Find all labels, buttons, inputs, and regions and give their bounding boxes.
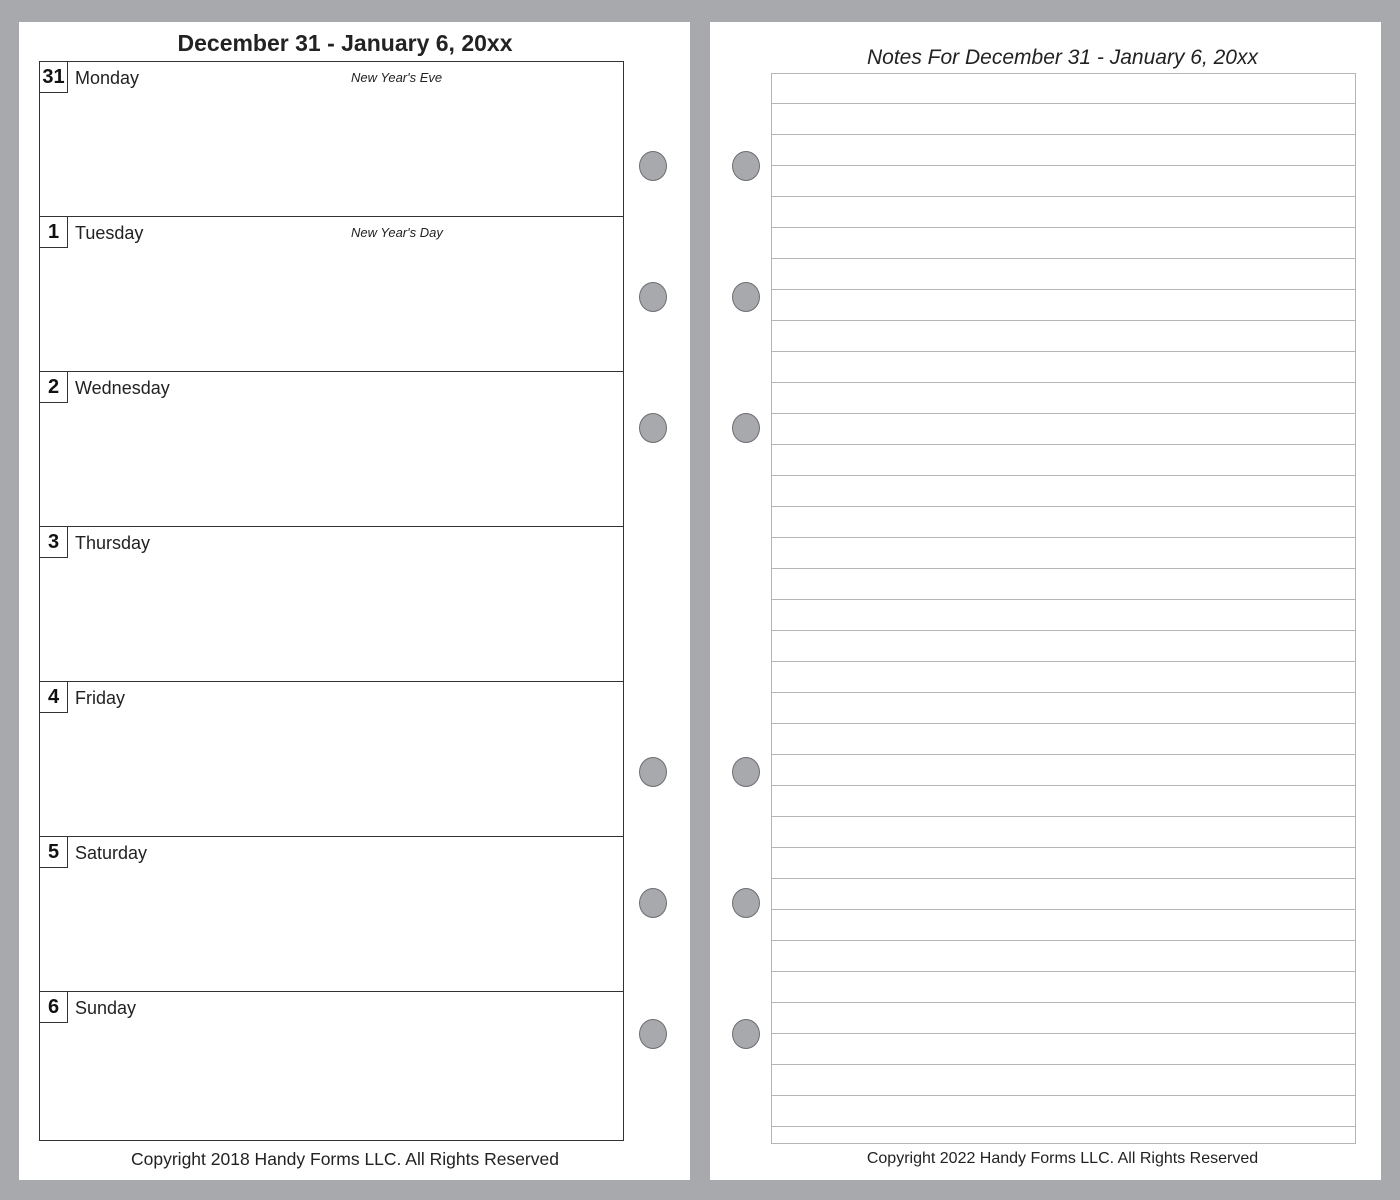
- day-number: 4: [40, 682, 68, 713]
- day-number: 31: [40, 62, 68, 93]
- week-title: December 31 - January 6, 20xx: [177, 30, 513, 56]
- day-block-monday[interactable]: [40, 62, 623, 217]
- binder-hole: [639, 757, 667, 787]
- binder-hole: [732, 757, 760, 787]
- binder-hole: [732, 1019, 760, 1049]
- binder-hole: [639, 413, 667, 443]
- binder-hole: [732, 413, 760, 443]
- binder-hole: [732, 888, 760, 918]
- weekly-planner-page: [19, 22, 690, 1180]
- day-name: Saturday: [75, 843, 148, 863]
- ruled-notes-area[interactable]: [771, 73, 1356, 1144]
- day-name: Sunday: [75, 998, 137, 1018]
- day-block-friday[interactable]: [40, 682, 623, 837]
- notes-title: Notes For December 31 - January 6, 20xx: [866, 46, 1258, 69]
- day-number: 2: [40, 372, 68, 403]
- day-block-thursday[interactable]: [40, 527, 623, 682]
- binder-hole: [639, 888, 667, 918]
- day-number: 1: [40, 217, 68, 248]
- copyright-text: Copyright 2018 Handy Forms LLC. All Rights Reserved: [131, 1149, 559, 1169]
- notes-page: [710, 22, 1381, 1180]
- day-name: Thursday: [75, 533, 151, 553]
- binder-hole: [639, 282, 667, 312]
- days-grid: [39, 61, 624, 1141]
- binder-hole: [639, 151, 667, 181]
- holiday-label: New Year's Day: [351, 225, 443, 240]
- day-number: 5: [40, 837, 68, 868]
- day-name: Friday: [75, 688, 126, 708]
- holiday-label: New Year's Eve: [351, 70, 443, 85]
- binder-hole: [639, 1019, 667, 1049]
- day-block-tuesday[interactable]: [40, 217, 623, 372]
- day-block-saturday[interactable]: [40, 837, 623, 992]
- day-block-wednesday[interactable]: [40, 372, 623, 527]
- day-number: 3: [40, 527, 68, 558]
- copyright-text: Copyright 2022 Handy Forms LLC. All Rights Reserved: [866, 1150, 1259, 1167]
- day-number: 6: [40, 992, 68, 1023]
- day-name: Wednesday: [75, 378, 170, 398]
- day-block-sunday[interactable]: [40, 992, 623, 1147]
- day-name: Monday: [75, 68, 140, 88]
- binder-hole: [732, 282, 760, 312]
- day-name: Tuesday: [75, 223, 144, 243]
- binder-hole: [732, 151, 760, 181]
